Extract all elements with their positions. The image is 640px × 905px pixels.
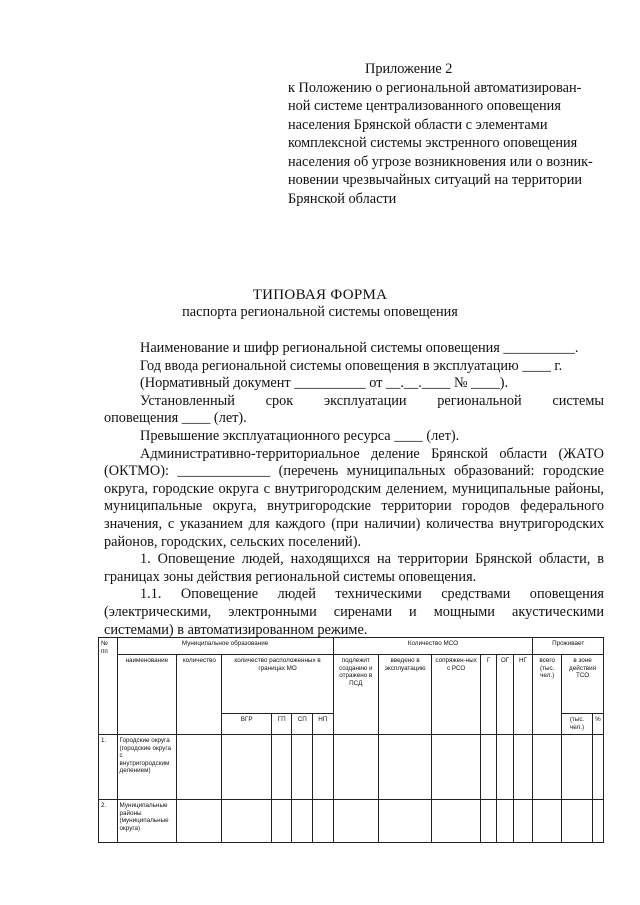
table-cell [313, 735, 334, 800]
table-cell [533, 800, 562, 843]
appendix-line: новении чрезвычайных ситуаций на территории [288, 172, 583, 188]
table-cell [497, 800, 513, 843]
header-vgr: ВГР [222, 714, 271, 735]
appendix-line: населения об угрозе возникновения или о возник- [288, 153, 593, 170]
table-cell [592, 735, 603, 800]
paragraph-system-name: Наименование и шифр региональной системы оповещения __________. [140, 340, 579, 356]
header-commissioned: введено в эксплуатацию [378, 655, 432, 735]
table-cell [592, 800, 603, 843]
header-paired-rso: сопряжен-ных с РСО [432, 655, 480, 735]
paragraph-service-life-line2: оповещения ____ (лет). [104, 410, 247, 427]
table-cell [533, 735, 562, 800]
appendix-line: ной системе централизованного оповещения [288, 98, 561, 114]
header-thousand-people: (тыс. чел.) [562, 714, 593, 735]
header-municipality: Муниципальное образование [117, 638, 333, 655]
appendix-line: населения Брянской области с элементами [288, 116, 548, 133]
table-cell [513, 735, 533, 800]
header-g: Г [480, 655, 496, 735]
header-mso-count: Количество МСО [333, 638, 533, 655]
table-cell [222, 735, 271, 800]
table-cell [271, 735, 292, 800]
header-num: № пп [99, 638, 118, 735]
table-cell [562, 800, 593, 843]
table-cell [333, 735, 378, 800]
paragraph-resource-excess: Превышение эксплуатационного ресурса ____ (лет). [140, 427, 460, 444]
paragraph-admin-division: Административно-территориальное деление Брянской области (ЖАТО (ОКТМО): _____________ (перечень муниципальных образований: городские округа, городские округа с внутригородским делением, муниципальные районы, муниципальные округа, внутригородские территории городов федерального значения, с указанием для каждого (при наличии) количества внутригородских районов, городских, сельских поселений). [104, 445, 604, 550]
mso-table [98, 637, 604, 843]
table-cell [480, 800, 496, 843]
table-cell [292, 735, 313, 800]
table-cell [333, 800, 378, 843]
header-name: наименование [117, 655, 177, 735]
table-cell [513, 800, 533, 843]
header-gp: ГП [271, 714, 292, 735]
row-name: Городские округа (городские округа с внутригородским делением) [117, 735, 177, 800]
table-cell [480, 735, 496, 800]
header-total: всего (тыс. чел.) [533, 655, 562, 735]
row-number: 2. [99, 800, 118, 843]
header-tso-zone: в зоне действия ТСО [562, 655, 604, 714]
header-count-in-mo: количество расположенных в границах МО [222, 655, 333, 714]
table-cell [177, 735, 222, 800]
table-cell [378, 800, 432, 843]
appendix-title: Приложение 2 [365, 61, 453, 77]
form-subtitle: паспорта региональной системы оповещения [182, 304, 458, 320]
row-number: 1. [99, 735, 118, 800]
table-row [99, 735, 604, 800]
document-body [104, 340, 604, 639]
header-np: НП [313, 714, 334, 735]
table-row [99, 800, 604, 843]
row-name: Муниципальные районы (муниципальные округа) [117, 800, 177, 843]
header-count: количество [177, 655, 222, 735]
table-cell [432, 735, 480, 800]
table-cell [292, 800, 313, 843]
header-sp: СП [292, 714, 313, 735]
paragraph-commission-year: Год ввода региональной системы оповещения в эксплуатацию ____ г. [140, 357, 563, 374]
appendix-header [288, 60, 608, 208]
table-cell [378, 735, 432, 800]
appendix-line: к Положению о региональной автоматизирован- [288, 79, 582, 96]
header-residents: Проживает [533, 638, 604, 655]
paragraph-service-life-line1: Установленный срок эксплуатации региональной системы [140, 392, 604, 409]
paragraph-section-1-1: 1.1. Оповещение людей техническими средствами оповещения (электрическими, электронными сиренами и мощными акустическими системами) в автоматизированном режиме. [104, 586, 604, 638]
paragraph-normative-doc: (Нормативный документ __________ от __.__.____ № ____). [140, 375, 509, 392]
table-cell [432, 800, 480, 843]
header-ng: НГ [513, 655, 533, 735]
header-percent: % [592, 714, 603, 735]
table-cell [271, 800, 292, 843]
header-og: ОГ [497, 655, 513, 735]
table-cell [562, 735, 593, 800]
table-cell [497, 735, 513, 800]
header-to-create: подлежит созданию и отражено в ПСД [333, 655, 378, 735]
table-cell [222, 800, 271, 843]
form-title: ТИПОВАЯ ФОРМА [252, 287, 388, 303]
appendix-line: Брянской области [288, 190, 397, 207]
table-cell [313, 800, 334, 843]
appendix-line: комплексной системы экстренного оповещения [288, 135, 578, 151]
table-cell [177, 800, 222, 843]
paragraph-section-1: 1. Оповещение людей, находящихся на территории Брянской области, в границах зоны действия региональной системы оповещения. [104, 551, 604, 585]
